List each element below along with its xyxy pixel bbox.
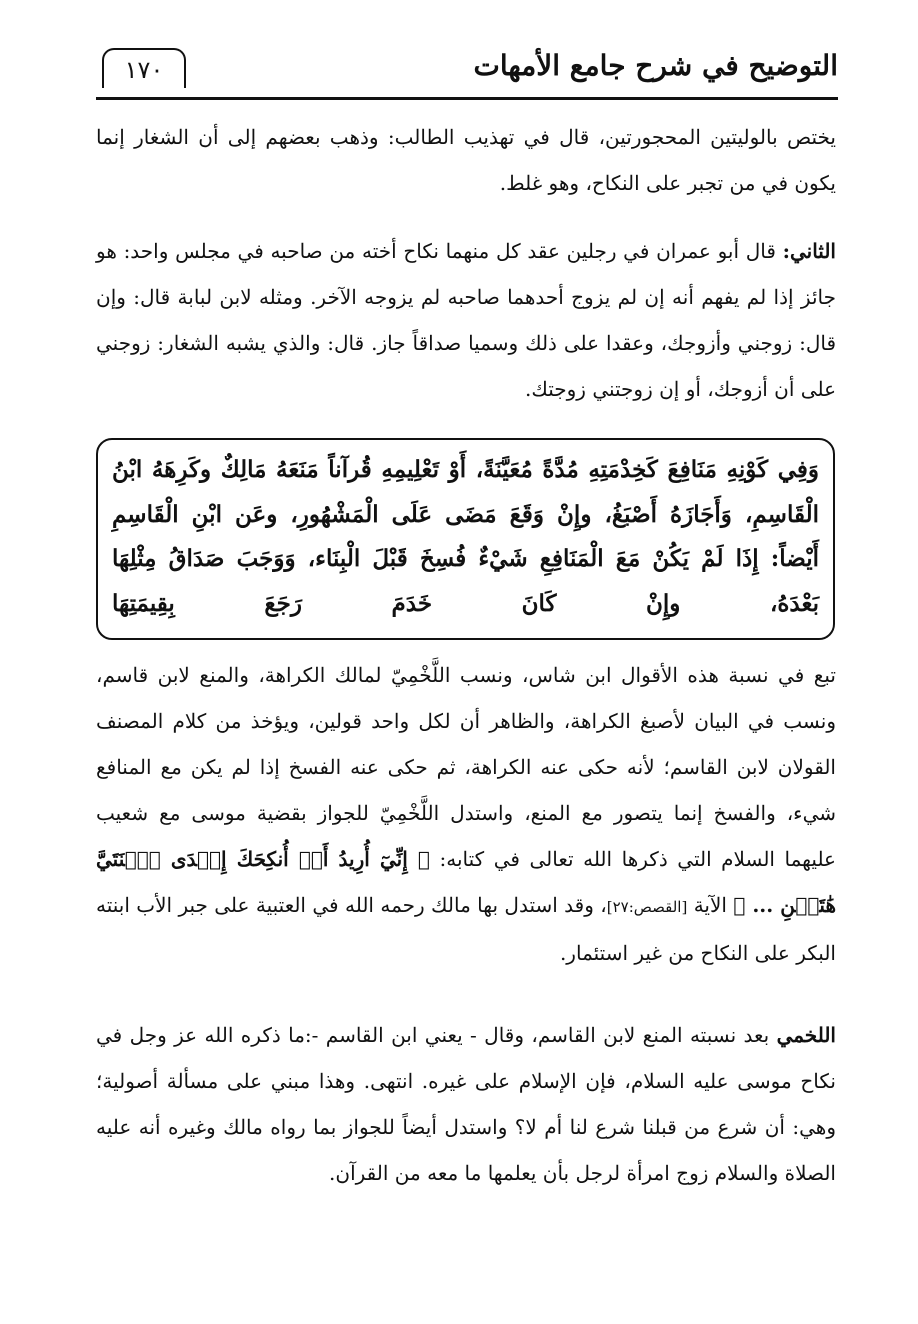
paragraph-4 [96, 1012, 836, 1196]
paragraph-3 [96, 652, 836, 976]
matn-text: وَفِي كَوْنِهِ مَنَافِعَ كَخِدْمَتِهِ مُدَّةً مُعَيَّنَةً، أَوْ تَعْلِيمِهِ قُرآناً مَنَعَهُ مَالِكٌ وكَرِهَهُ ابْنُ الْقَاسِمِ، وَأَجَازَهُ أَصْبَغُ، وإِنْ وَقَعَ مَضَى عَلَى الْمَشْهُورِ، وعَن ابْنِ الْقَاسِمِ أَيْضاً: إِذَا لَمْ يَكُنْ مَعَ الْمَنَافِعِ شَيْءٌ فُسِخَ قَبْلَ الْبِنَاء، وَوَجَبَ صَدَاقُ مِثْلِهَا بَعْدَهُ، وإِنْ كَانَ خَدَمَ رَجَعَ بِقِيمَتِهَا [112, 456, 819, 617]
paragraph-3-text: تبع في نسبة هذه الأقوال ابن شاس، ونسب اللَّخْمِيّ لمالك الكراهة، والمنع لابن قاسم، ونسب في البيان لأصبغ الكراهة، والظاهر أن لكل واحد قولين، ويؤخذ من كلام المصنف القولان لابن القاسم؛ لأنه حكى عنه الكراهة، ثم حكى عنه الفسخ إذا لم يكن مع المنافع شيء، والفسخ إنما يتصور مع المنع، واستدل اللَّخْمِيّ للجواز بقضية موسى مع شعيب عليهما السلام التي ذكرها الله تعالى في كتابه: [96, 663, 836, 871]
paragraph-1 [96, 114, 836, 206]
paragraph-1-text: يختص بالوليتين المحجورتين، قال في تهذيب الطالب: وذهب بعضهم إلى أن الشغار إنما يكون في من تجبر على النكاح، وهو غلط. [96, 125, 836, 195]
paragraph-2-label: الثاني: [782, 239, 836, 263]
book-title: التوضيح في شرح جامع الأمهات [473, 49, 838, 82]
paragraph-2-text: قال أبو عمران في رجلين عقد كل منهما نكاح أخته من صاحبه في مجلس واحد: هو جائز إذا لم يفهم أنه إن لم يزوج أحدهما صاحبه لم يزوجه الآخر. ومثله لابن لبابة قال: وإن قال: زوجني وأزوجك، وعقدا على ذلك وسميا صداقاً جاز. قال: والذي يشبه الشغار: زوجني على أن أزوجك، أو إن زوجتني زوجتك. [96, 239, 836, 401]
header-rule [96, 97, 838, 100]
paragraph-4-label: اللخمي [776, 1023, 836, 1047]
paragraph-2 [96, 228, 836, 412]
page-number: ١٧٠ [102, 48, 186, 88]
ayah-label: الآية [687, 893, 734, 917]
matn-frame [96, 438, 835, 640]
quran-verse: ﴿ إِنِّيٓ أُرِيدُ أَنۡ أُنكِحَكَ إِحۡدَى ٱبۡنَتَيَّ هَٰتَيۡنِ ... ﴾ [96, 847, 837, 917]
paragraph-3-text-end: ، وقد استدل بها مالك رحمه الله في العتبية على جبر الأب ابنته البكر على النكاح من غير استئمار. [96, 893, 836, 965]
surah-reference: [القصص:٢٧] [606, 898, 688, 916]
paragraph-4-text: بعد نسبته المنع لابن القاسم، وقال - يعني ابن القاسم -:ما ذكره الله عز وجل في نكاح موسى عليه السلام، فإن الإسلام على غيره. انتهى. وهذا مبني على مسألة أصولية؛ وهي: أن شرع من قبلنا شرع لنا أم لا؟ واستدل أيضاً للجواز بما رواه مالك وغيره أنه عليه الصلاة والسلام زوج امرأة لرجل بأن يعلمها ما معه من القرآن. [96, 1023, 836, 1185]
page-header [96, 38, 838, 100]
